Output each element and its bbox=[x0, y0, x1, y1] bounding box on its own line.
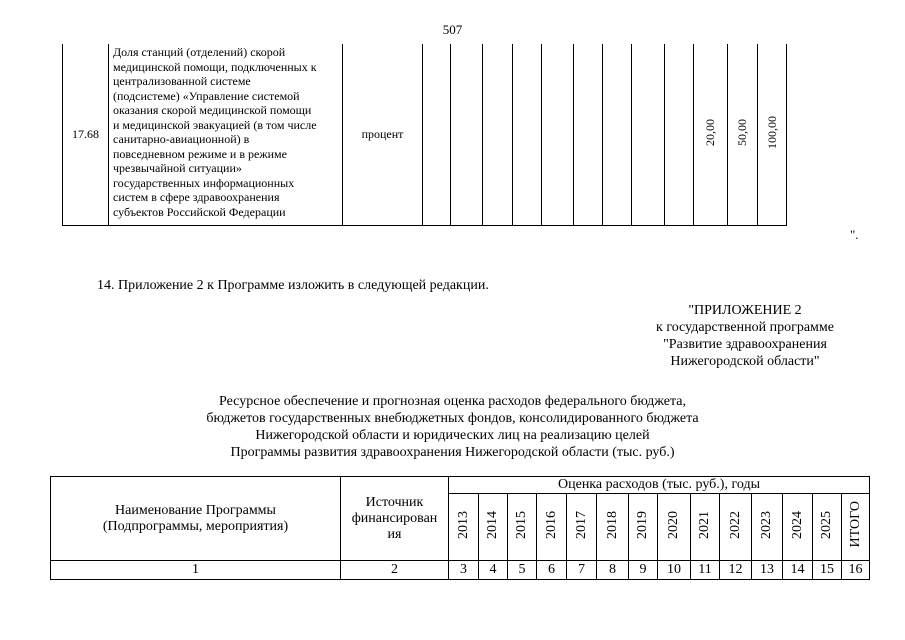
appendix-line: Нижегородской области" bbox=[670, 354, 820, 369]
appendix-line: "ПРИЛОЖЕНИЕ 2 bbox=[688, 303, 802, 318]
column-number: 9 bbox=[629, 561, 658, 580]
column-number: 15 bbox=[813, 561, 842, 580]
column-number: 3 bbox=[449, 561, 479, 580]
table-header-row bbox=[51, 477, 870, 494]
appendix-line: к государственной программе bbox=[656, 320, 834, 335]
column-number: 14 bbox=[783, 561, 813, 580]
description-line: государственных информационных bbox=[113, 175, 295, 190]
description-line: санитарно-авиационной) в bbox=[113, 132, 250, 146]
description-line: чрезвычайной ситуации» bbox=[113, 161, 242, 175]
column-number: 7 bbox=[567, 561, 597, 580]
header-expense-estimate: Оценка расходов (тыс. руб.), годы bbox=[449, 477, 870, 494]
appendix-header bbox=[600, 302, 890, 370]
year-header: 2013 bbox=[449, 494, 479, 561]
empty-cell bbox=[574, 44, 603, 225]
description-line: систем в сфере здравоохранения bbox=[113, 190, 280, 204]
value-cell bbox=[694, 44, 728, 225]
value-2023: 20,00 bbox=[703, 119, 718, 146]
year-header: 2019 bbox=[629, 494, 658, 561]
column-number: 16 bbox=[842, 561, 870, 580]
description-line: субъектов Российской Федерации bbox=[113, 204, 286, 219]
empty-cell bbox=[632, 44, 665, 225]
column-number: 13 bbox=[752, 561, 783, 580]
empty-cell bbox=[603, 44, 632, 225]
indicator-table bbox=[62, 44, 820, 226]
column-number: 11 bbox=[691, 561, 720, 580]
value-cell bbox=[758, 44, 787, 225]
description-line: Доля станций (отделений) скорой bbox=[113, 45, 286, 59]
column-number: 1 bbox=[51, 561, 341, 580]
year-header: 2022 bbox=[720, 494, 752, 561]
year-header: 2023 bbox=[752, 494, 783, 561]
column-number: 12 bbox=[720, 561, 752, 580]
empty-cell bbox=[513, 44, 542, 225]
closing-quote: ". bbox=[850, 227, 859, 242]
empty-cell bbox=[542, 44, 574, 225]
description-line: и медицинской эвакуацией (в том числе bbox=[113, 117, 317, 132]
title-line: бюджетов государственных внебюджетных фондов, консолидированного бюджета bbox=[206, 411, 699, 426]
indicator-description bbox=[109, 44, 343, 225]
column-number: 10 bbox=[658, 561, 691, 580]
description-line: повседневном режиме и в режиме bbox=[113, 146, 287, 161]
column-number: 2 bbox=[341, 561, 449, 580]
column-number: 8 bbox=[597, 561, 629, 580]
column-number: 5 bbox=[508, 561, 537, 580]
description-line: оказания скорой медицинской помощи bbox=[113, 103, 312, 117]
value-2025: 100,00 bbox=[764, 116, 779, 149]
description-line: централизованной системе bbox=[113, 74, 251, 88]
year-header: 2024 bbox=[783, 494, 813, 561]
year-header: 2014 bbox=[479, 494, 508, 561]
year-header: 2015 bbox=[508, 494, 537, 561]
description-line: медицинской помощи, подключенных к bbox=[113, 59, 317, 74]
empty-cell bbox=[665, 44, 694, 225]
value-cell bbox=[728, 44, 758, 225]
title-line: Ресурсное обеспечение и прогнозная оценка расходов федерального бюджета, bbox=[219, 394, 686, 409]
column-number-row bbox=[51, 561, 870, 580]
year-header: 2018 bbox=[597, 494, 629, 561]
header-funding-source: Источник финансирован ия bbox=[341, 477, 449, 561]
empty-cell bbox=[451, 44, 483, 225]
year-header: 2017 bbox=[567, 494, 597, 561]
page-number: 507 bbox=[442, 22, 463, 37]
empty-cell bbox=[483, 44, 513, 225]
title-line: Нижегородской области и юридических лиц на реализацию целей bbox=[255, 428, 650, 443]
year-header: 2021 bbox=[691, 494, 720, 561]
total-header: ИТОГО bbox=[842, 494, 870, 561]
row-number: 17.68 bbox=[63, 44, 109, 225]
paragraph-14: 14. Приложение 2 к Программе изложить в следующей редакции. bbox=[97, 278, 489, 293]
appendix-line: "Развитие здравоохранения bbox=[663, 337, 827, 352]
column-number: 6 bbox=[537, 561, 567, 580]
year-header: 2016 bbox=[537, 494, 567, 561]
empty-cell bbox=[423, 44, 451, 225]
unit-cell: процент bbox=[343, 44, 423, 225]
year-header: 2025 bbox=[813, 494, 842, 561]
year-header: 2020 bbox=[658, 494, 691, 561]
description-line: (подсистеме) «Управление системой bbox=[113, 88, 300, 103]
document-title bbox=[90, 393, 815, 461]
table-row bbox=[63, 44, 820, 225]
header-program-name: Наименование Программы (Подпрограммы, мероприятия) bbox=[51, 477, 341, 561]
column-number: 4 bbox=[479, 561, 508, 580]
resource-table bbox=[50, 476, 870, 580]
title-line: Программы развития здравоохранения Нижегородской области (тыс. руб.) bbox=[230, 445, 675, 460]
value-2024: 50,00 bbox=[735, 119, 750, 146]
